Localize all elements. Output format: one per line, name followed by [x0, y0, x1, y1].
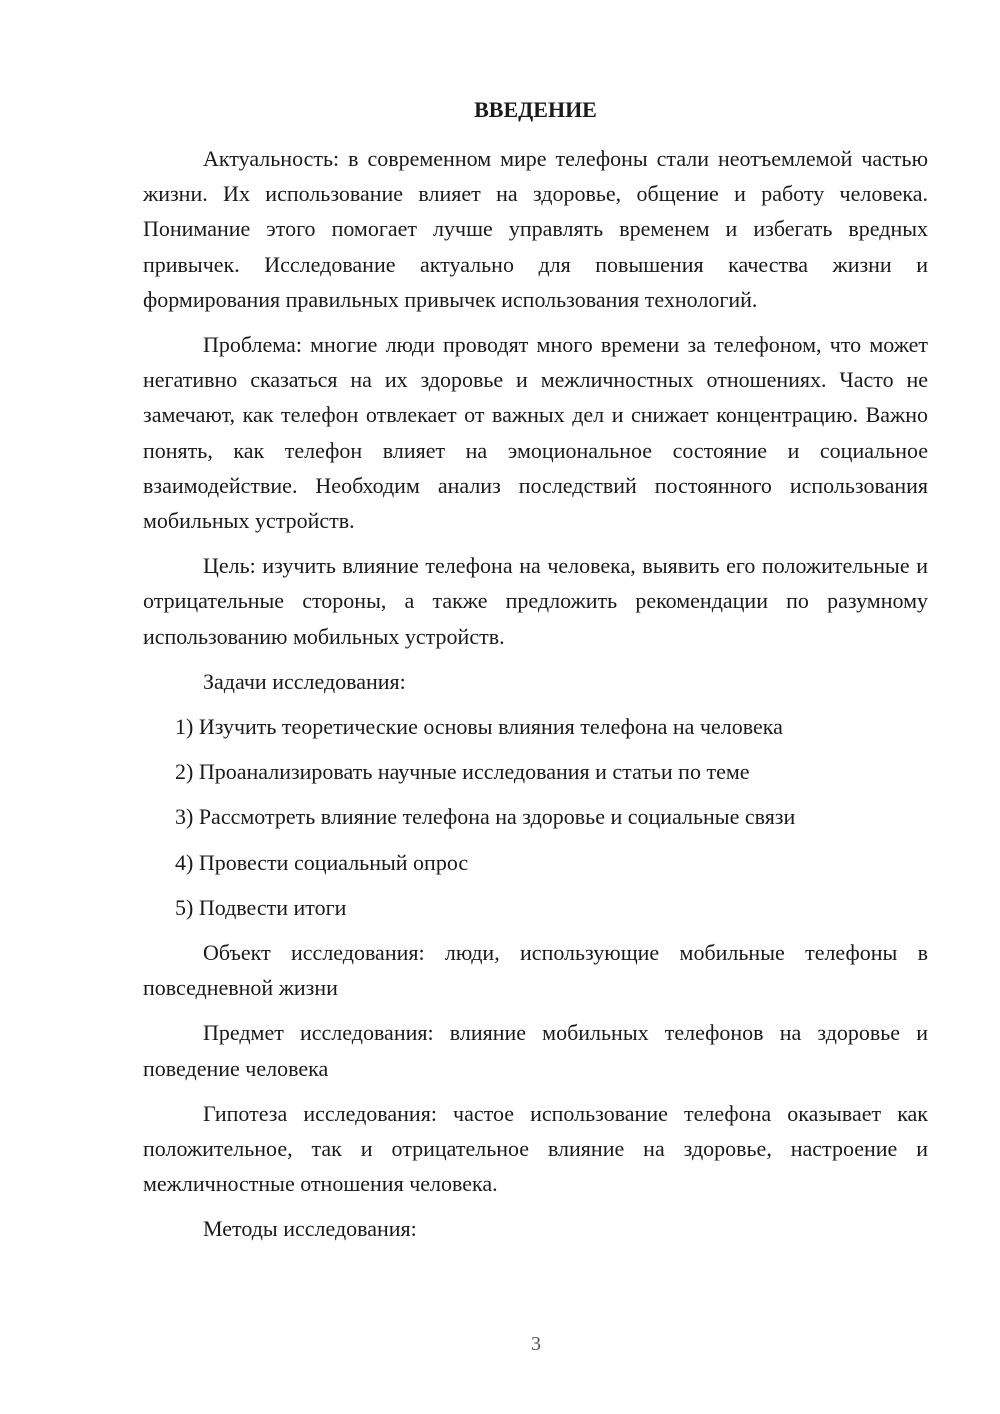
tasks-list — [143, 709, 928, 925]
subject-paragraph: Предмет исследования: влияние мобильных телефонов на здоровье и поведение человека — [143, 1020, 928, 1081]
goal-paragraph: Цель: изучить влияние телефона на человека, выявить его положительные и отрицательные стороны, а также предложить рекомендации по разумному использованию мобильных устройств. — [143, 553, 928, 649]
document-page — [143, 92, 928, 1257]
section-heading: ВВЕДЕНИЕ — [474, 97, 597, 122]
list-item: 1) Изучить теоретические основы влияния телефона на человека — [175, 714, 783, 740]
list-item: 5) Подвести итоги — [175, 894, 347, 920]
page-number: 3 — [531, 1333, 541, 1355]
relevance-paragraph: Актуальность: в современном мире телефоны стали неотъемлемой частью жизни. Их использование влияет на здоровье, общение и работу человека. Понимание этого помогает лучше управлять временем и избегать вредных привычек. Исследование актуально для повышения качества жизни и формирования правильных привычек использования технологий. — [143, 146, 928, 312]
object-paragraph: Объект исследования: люди, использующие мобильные телефоны в повседневной жизни — [143, 940, 928, 1001]
methods-title: Методы исследования: — [203, 1216, 417, 1242]
hypothesis-paragraph: Гипотеза исследования: частое использование телефона оказывает как положительное, так и отрицательное влияние на здоровье, настроение и межличностные отношения человека. — [143, 1100, 928, 1197]
list-item: 2) Проанализировать научные исследования и статьи по теме — [175, 759, 750, 785]
list-item: 3) Рассмотреть влияние телефона на здоровье и социальные связи — [175, 804, 796, 830]
tasks-title: Задачи исследования: — [203, 668, 406, 694]
problem-paragraph: Проблема: многие люди проводят много времени за телефоном, что может негативно сказаться на их здоровье и межличностных отношениях. Часто не замечают, как телефон отвлекает от важных дел и снижает концентрацию. Важно понять, как телефон влияет на эмоциональное состояние и социальное взаимодействие. Необходим анализ последствий постоянного использования мобильных устройств. — [143, 332, 928, 534]
list-item: 4) Провести социальный опрос — [175, 849, 469, 875]
